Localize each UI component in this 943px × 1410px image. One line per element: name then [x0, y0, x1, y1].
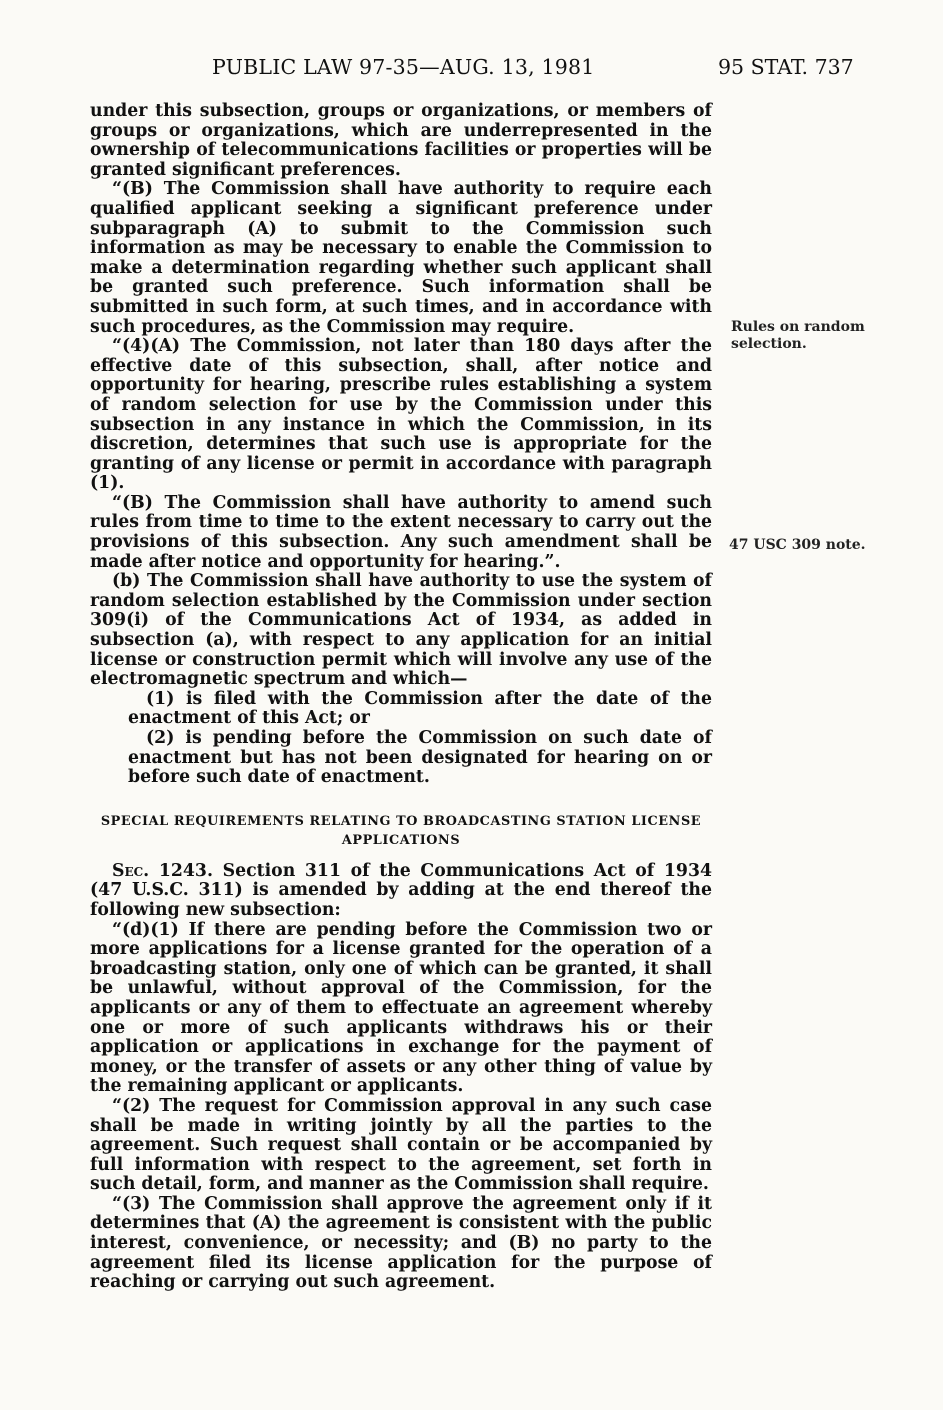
- paragraph-4a: “(4)(A) The Commission, not later than 180 days after the effective date of this subsection, shall, after notice and opportunity for hearing, prescribe rules establishing a system of random selection for use by the Commission under this subsection in any instance in which the Commission, in its discretion, determines that such use is appropriate for the granting of any license or permit in accordance with paragraph (1).: [90, 336, 712, 494]
- paragraph-d3: “(3) The Commission shall approve the agreement only if it determines that (A) the agreement is consistent with the public interest, convenience, or necessity; and (B) no party to the agreement filed its license application for the purpose of reaching or carrying out such agreement.: [90, 1193, 712, 1293]
- margin-note-usc-309: 47 USC 309 note.: [729, 537, 866, 553]
- list-item-1: (1) is filed with the Commission after the date of the enactment of this Act; or: [128, 688, 712, 729]
- paragraph-d1: “(d)(1) If there are pending before the Commission two or more applications for a license granted for the operation of a broadcasting station, only one of which can be granted, it shall be unlawful, without approval of the Commission, for the applicants or any of them to effectuate an agreement whereby one or more of such applicants withdraws his or their application or applications in exchange for the payment of money, or the transfer of assets or any other thing of value by the remaining applicant or applicants.: [90, 919, 712, 1097]
- section-heading: SPECIAL REQUIREMENTS RELATING TO BROADCASTING STATION LICENSE APPLICATIONS: [100, 813, 702, 848]
- paragraph-b: (b) The Commission shall have authority to use the system of random selection established by the Commission under section 309(i) of the Communications Act of 1934, as added in subsection (a), with respect to any application for an initial license or construction permit which will involve any use of the electromagnetic spectrum and which—: [90, 571, 712, 690]
- list-item-2: (2) is pending before the Commission on such date of enactment but has not been designated for hearing on or before such date of enactment.: [128, 728, 712, 788]
- paragraph-4b: “(B) The Commission shall have authority to amend such rules from time to time to the extent necessary to carry out the provisions of this subsection. Any such amendment shall be made after notice and opportunity for hearing.”.: [90, 492, 712, 572]
- page-header-stat-number: 95 STAT. 737: [718, 55, 854, 79]
- paragraph-continuation: under this subsection, groups or organizations, or members of groups or organizations, which are underrepresented in the ownership of telecommunications facilities or properties will be granted significant preferences.: [90, 101, 712, 180]
- paragraph-3b: “(B) The Commission shall have authority to require each qualified applicant seeking a significant preference under subparagraph (A) to submit to the Commission such information as may be necessary to enable the Commission to make a determination regarding whether such applicant shall be granted such preference. Such information shall be submitted in such form, at such times, and in accordance with such procedures, as the Commission may require.: [90, 179, 712, 337]
- margin-note-rules-random-selection: Rules on random selection.: [731, 319, 865, 352]
- document-body: [90, 102, 712, 1293]
- section-text: Section 311 of the Communications Act of 1934 (47 U.S.C. 311) is amended by adding at the end thereof the following new subsection:: [90, 860, 712, 920]
- paragraph-sec-1243: [90, 862, 712, 921]
- section-label: Sec. 1243.: [112, 860, 213, 881]
- page-header-title: PUBLIC LAW 97-35—AUG. 13, 1981: [212, 55, 595, 79]
- paragraph-d2: “(2) The request for Commission approval in any such case shall be made in writing jointly by all the parties to the agreement. Such request shall contain or be accompanied by full information with respect to the agreement, set forth in such detail, form, and manner as the Commission shall require.: [90, 1095, 712, 1195]
